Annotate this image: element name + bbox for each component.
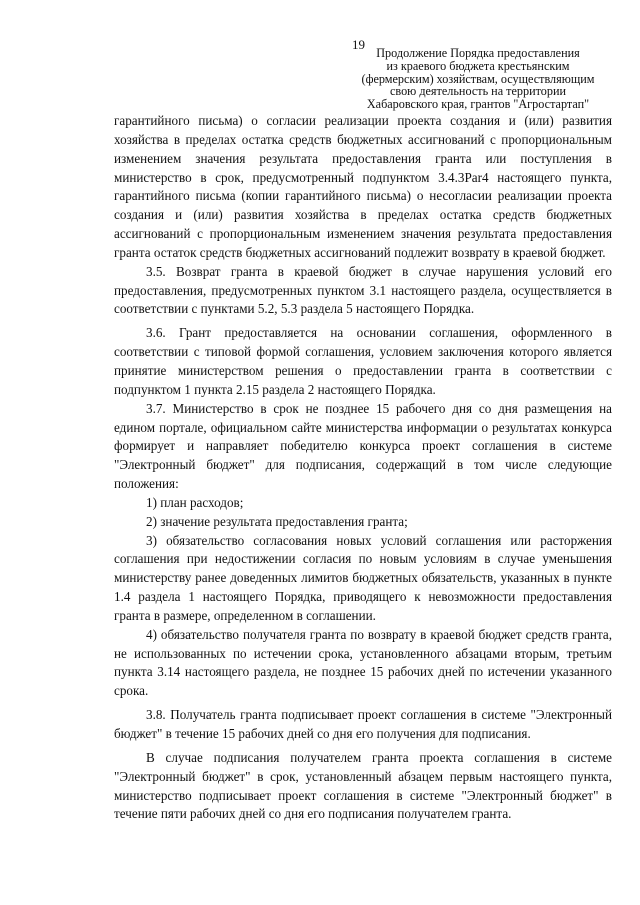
paragraph-3-7: 3.7. Министерство в срок не позднее 15 рабочего дня со дня размещения на едином портале, официальном сайте министерства информации о результатах конкурса формирует и направляет победителю конкурса проект соглашения в системе "Электронный бюджет" для подписания, содержащий в том числе следующие положения: — [114, 400, 612, 492]
paragraph-continuation: гарантийного письма) о согласии реализации проекта создания и (или) развития хозяйства в пределах остатка средств бюджетных ассигнований с пропорциональным изменением значения результата предоставления гранта или поступления в министерство в срок, предусмотренный подпунктом 3.4.3Par4 настоящего пункта, гарантийного письма (копии гарантийного письма) о несогласии реализации проекта создания и (или) развития хозяйства в пределах остатка средств бюджетных ассигнований с пропорциональным изменением значения результата предоставления гранта остаток средств бюджетных ассигнований подлежит возврату в краевой бюджет. — [114, 113, 612, 260]
list-item-2: 2) значение результата предоставления гранта; — [146, 513, 408, 529]
header-line: из краевого бюджета крестьянским — [386, 58, 570, 73]
header-line: Продолжение Порядка предоставления — [376, 46, 580, 60]
paragraph-3-6: 3.6. Грант предоставляется на основании соглашения, оформленного в соответствии с типовой формой соглашения, условием заключения которого является принятие министерством решения о предоставлении гранта в соответствии с подпунктом 1 пункта 2.15 раздела 2 настоящего Порядка. — [114, 325, 612, 397]
header-line: (фермерским) хозяйствам, осуществляющим — [361, 71, 595, 86]
running-header — [352, 47, 604, 111]
header-line: Хабаровского края, грантов "Агростартап" — [366, 97, 590, 112]
header-line: свою деятельность на территории — [390, 84, 566, 99]
page-number: 19 — [352, 37, 365, 52]
document-body — [114, 112, 612, 824]
paragraph-3-5: 3.5. Возврат гранта в краевой бюджет в случае нарушения условий его предоставления, предусмотренных пунктом 3.1 настоящего раздела, осуществляется в соответствии с пунктами 5.2, 5.3 раздела 5 настоящего Порядка. — [114, 263, 612, 317]
list-item-4: 4) обязательство получателя гранта по возврату в краевой бюджет средств гранта, не использованных по истечении срока, установленного абзацами вторым, третьим пункта 3.14 настоящего раздела, не позднее 15 рабочих дней по истечении указанного срока. — [114, 626, 612, 699]
paragraph-final: В случае подписания получателем гранта проекта соглашения в системе "Электронный бюджет" в срок, установленный абзацем первым настоящего пункта, министерство подписывает проект соглашения в системе "Электронный бюджет" в течение пяти рабочих дней со дня его подписания получателем гранта. — [114, 749, 612, 822]
paragraph-3-8: 3.8. Получатель гранта подписывает проект соглашения в системе "Электронный бюджет" в течение 15 рабочих дней со дня его получения для подписания. — [114, 707, 612, 741]
list-item-3: 3) обязательство согласования новых условий соглашения или расторжения соглашения при недостижении согласия по новым условиям в случае уменьшения министерству ранее доведенных лимитов бюджетных обязательств, указанных в пункте 1.4 раздела 1 настоящего Порядка, приводящего к невозможности предоставления гранта в размере, определенном в соглашении. — [114, 532, 612, 623]
list-item-1: 1) план расходов; — [146, 494, 244, 510]
